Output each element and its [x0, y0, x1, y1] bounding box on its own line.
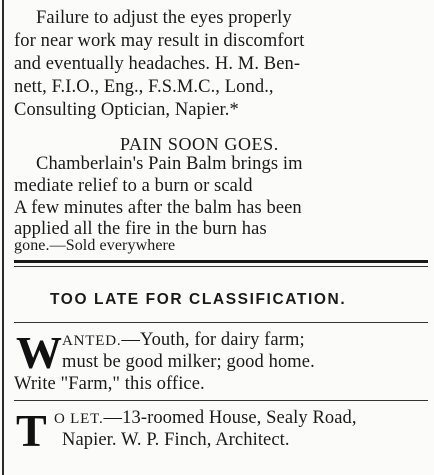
- article2-line-3: A few minutes after the balm has been: [14, 198, 302, 218]
- wanted-line-1-rest: —Youth, for dairy farm;: [121, 330, 305, 350]
- tolet-line-1-rest: —13-roomed House, Sealy Road,: [103, 408, 357, 428]
- tolet-dropcap: T: [16, 405, 47, 456]
- wanted-dropcap: W: [16, 327, 62, 378]
- article2-line-5: gone.—Sold everywhere: [14, 237, 176, 254]
- section-heading: TOO LATE FOR CLASSIFICATION.: [50, 291, 347, 308]
- article2-heading: PAIN SOON GOES.: [120, 134, 279, 154]
- ad-divider: [14, 400, 428, 401]
- article1-line-2: for near work may result in discomfort: [14, 31, 305, 51]
- article2-line-1: Chamberlain's Pain Balm brings im: [36, 154, 303, 174]
- article1-line-1: Failure to adjust the eyes properly: [36, 8, 292, 28]
- article1-line-5: Consulting Optician, Napier.*: [14, 100, 239, 120]
- article1-line-3: and eventually headaches. H. M. Ben-: [14, 54, 301, 74]
- article2-line-2: mediate relief to a burn or scald: [14, 176, 253, 196]
- tolet-line-2: Napier. W. P. Finch, Architect.: [62, 430, 290, 450]
- section-heading-rule: [14, 322, 428, 323]
- section-divider-thick: [14, 260, 428, 263]
- wanted-caps: ANTED.: [62, 333, 122, 349]
- column-rule: [2, 0, 4, 475]
- tolet-caps: O LET.: [54, 411, 104, 427]
- wanted-line-2: must be good milker; good home.: [62, 352, 315, 372]
- article1-line-4: nett, F.I.O., Eng., F.S.M.C., Lond.,: [14, 77, 274, 97]
- article2-line-4: applied all the fire in the burn has: [14, 219, 267, 239]
- section-divider-thin: [14, 266, 428, 267]
- wanted-line-3: Write "Farm," this office.: [14, 374, 205, 394]
- wanted-line-1: [62, 330, 305, 351]
- tolet-line-1: [54, 408, 357, 429]
